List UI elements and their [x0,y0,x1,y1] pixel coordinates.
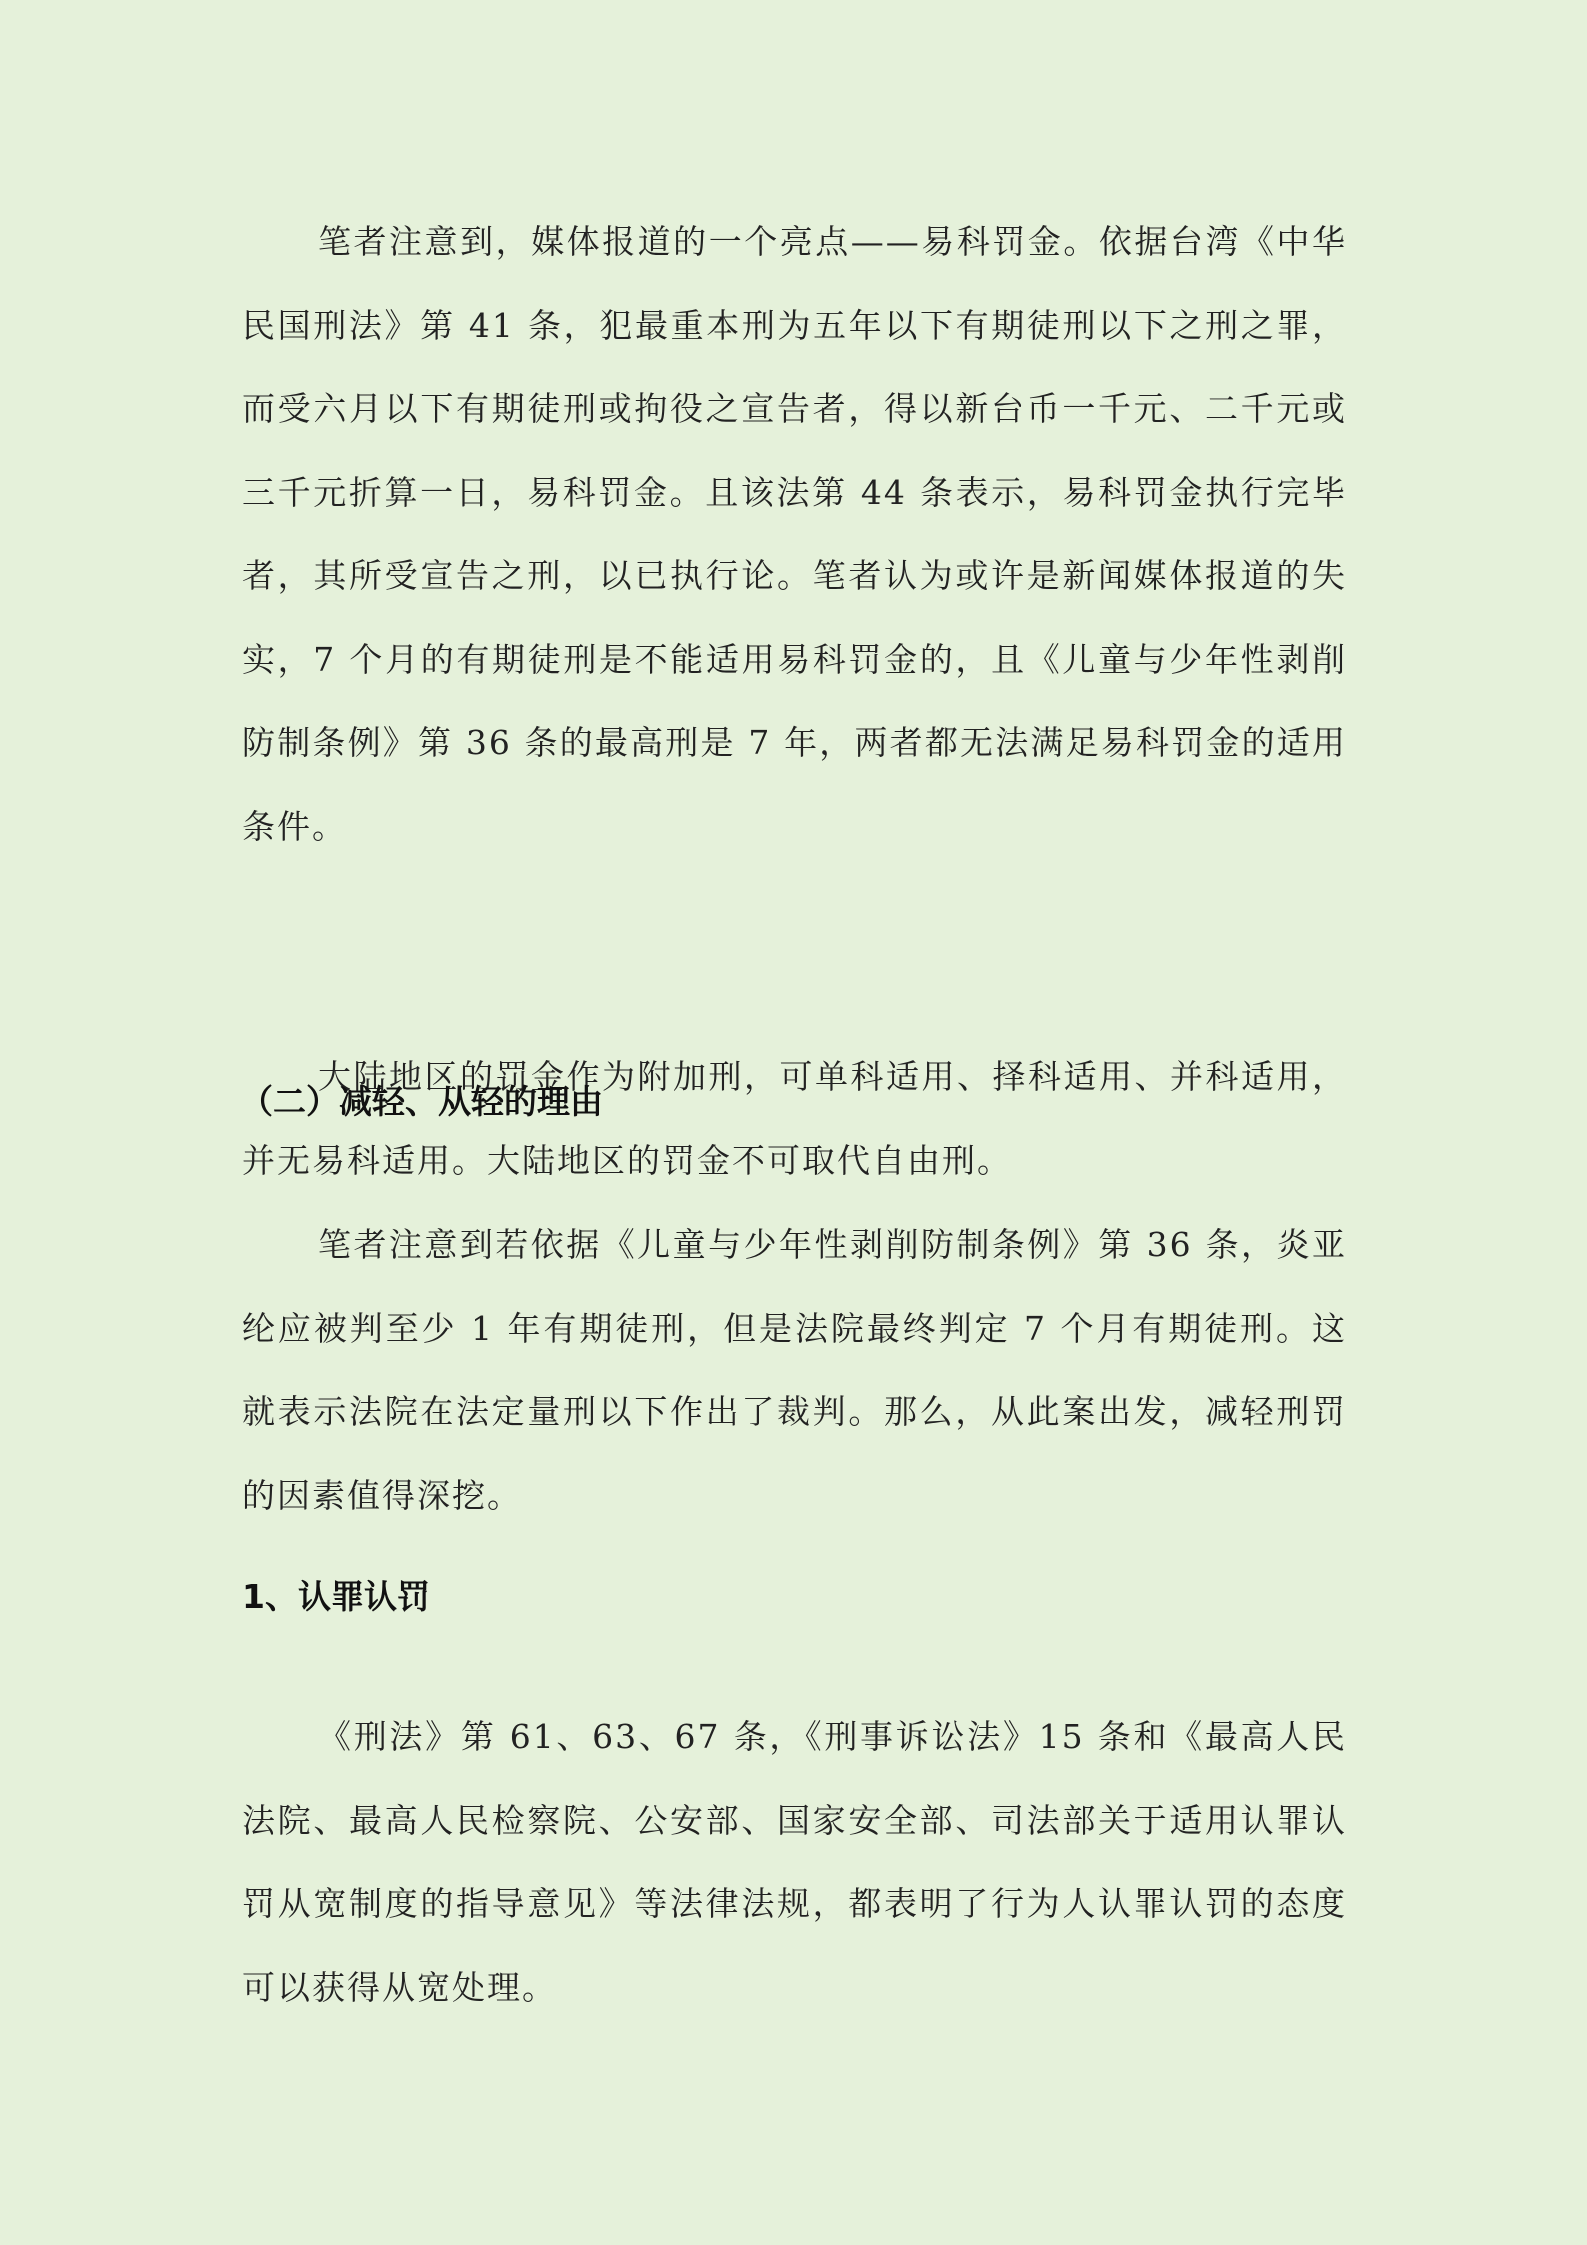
body-paragraph: 《刑法》第 61、63、67 条，《刑事诉讼法》15 条和《最高人民法院、最高人民检察院、公安部、国家安全部、司法部关于适用认罪认罚从宽制度的指导意见》等法律法规，都表明了行为人认罪认罚的态度可以获得从宽处理。 [242,1717,1347,2007]
body-paragraph: 笔者注意到若依据《儿童与少年性剥削防制条例》第 36 条，炎亚纶应被判至少 1 年有期徒刑，但是法院最终判定 7 个月有期徒刑。这就表示法院在法定量刑以下作出了裁判。那么，从此案出发，减轻刑罚的因素值得深挖。 [242,1225,1347,1515]
section-heading: （二）减轻、从轻的理由 [240,1082,603,1121]
body-paragraph: 大陆地区的罚金作为附加刑，可单科适用、择科适用、并科适用，并无易科适用。大陆地区的罚金不可取代自由刑。 [242,1057,1347,1180]
body-paragraph: 笔者注意到，媒体报道的一个亮点——易科罚金。依据台湾《中华民国刑法》第 41 条，犯最重本刑为五年以下有期徒刑以下之刑之罪，而受六月以下有期徒刑或拘役之宣告者，得以新台币一千元、二千元或三千元折算一日，易科罚金。且该法第 44 条表示，易科罚金执行完毕者，其所受宣告之刑，以已执行论。笔者认为或许是新闻媒体报道的失实，7 个月的有期徒刑是不能适用易科罚金的，且《儿童与少年性剥削防制条例》第 36 条的最高刑是 7 年，两者都无法满足易科罚金的适用条件。 [242,222,1347,846]
subsection-heading: 1、认罪认罚 [242,1577,430,1616]
